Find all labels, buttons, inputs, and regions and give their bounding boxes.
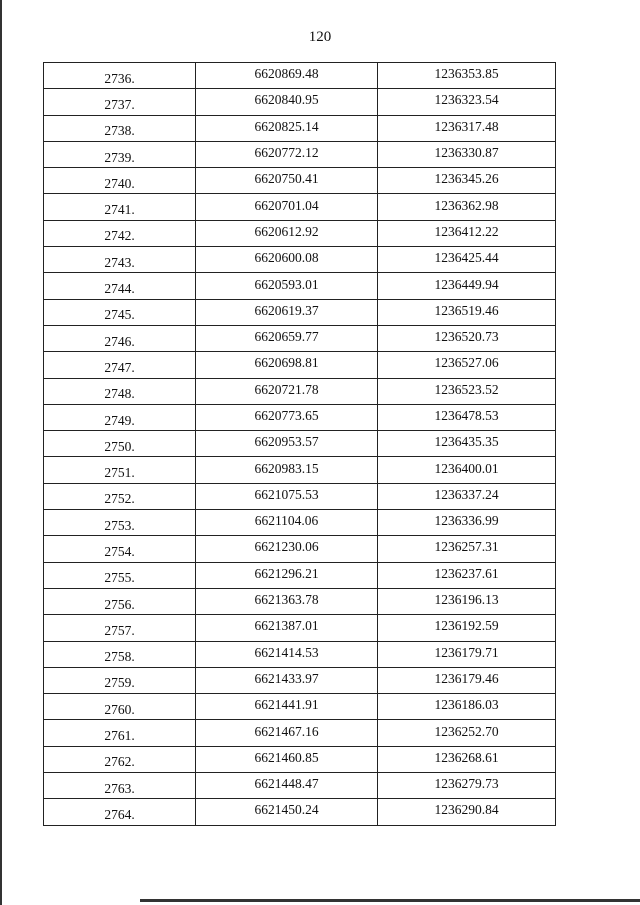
point-number-cell: 2743.	[44, 247, 196, 273]
table-row	[44, 141, 556, 167]
scan-edge-bottom	[140, 899, 640, 902]
y-coordinate-cell: 1236435.35	[378, 431, 556, 457]
table-row	[44, 773, 556, 799]
y-coordinate-cell: 1236268.61	[378, 746, 556, 772]
table-row	[44, 667, 556, 693]
point-number-cell: 2760.	[44, 694, 196, 720]
table-row	[44, 694, 556, 720]
x-coordinate-cell: 6621363.78	[196, 588, 378, 614]
table-row	[44, 615, 556, 641]
y-coordinate-cell: 1236400.01	[378, 457, 556, 483]
point-number-cell: 2764.	[44, 799, 196, 825]
y-coordinate-cell: 1236478.53	[378, 404, 556, 430]
scan-edge-left	[0, 0, 2, 905]
x-coordinate-cell: 6620593.01	[196, 273, 378, 299]
x-coordinate-cell: 6621414.53	[196, 641, 378, 667]
point-number-cell: 2740.	[44, 168, 196, 194]
table-row	[44, 352, 556, 378]
x-coordinate-cell: 6620953.57	[196, 431, 378, 457]
table-row	[44, 510, 556, 536]
point-number-cell: 2738.	[44, 115, 196, 141]
point-number-cell: 2751.	[44, 457, 196, 483]
y-coordinate-cell: 1236186.03	[378, 694, 556, 720]
coordinates-table	[43, 62, 556, 826]
table-row	[44, 247, 556, 273]
table-row	[44, 720, 556, 746]
point-number-cell: 2742.	[44, 220, 196, 246]
page-number: 120	[308, 29, 332, 45]
point-number-cell: 2752.	[44, 483, 196, 509]
y-coordinate-cell: 1236330.87	[378, 141, 556, 167]
y-coordinate-cell: 1236425.44	[378, 247, 556, 273]
table-row	[44, 404, 556, 430]
y-coordinate-cell: 1236412.22	[378, 220, 556, 246]
x-coordinate-cell: 6620701.04	[196, 194, 378, 220]
table-row	[44, 89, 556, 115]
x-coordinate-cell: 6620825.14	[196, 115, 378, 141]
point-number-cell: 2748.	[44, 378, 196, 404]
x-coordinate-cell: 6620659.77	[196, 325, 378, 351]
x-coordinate-cell: 6621467.16	[196, 720, 378, 746]
y-coordinate-cell: 1236290.84	[378, 799, 556, 825]
point-number-cell: 2739.	[44, 141, 196, 167]
x-coordinate-cell: 6621448.47	[196, 773, 378, 799]
table-row	[44, 799, 556, 825]
x-coordinate-cell: 6620869.48	[196, 63, 378, 89]
y-coordinate-cell: 1236523.52	[378, 378, 556, 404]
point-number-cell: 2744.	[44, 273, 196, 299]
x-coordinate-cell: 6621387.01	[196, 615, 378, 641]
point-number-cell: 2762.	[44, 746, 196, 772]
table-row	[44, 457, 556, 483]
x-coordinate-cell: 6620600.08	[196, 247, 378, 273]
y-coordinate-cell: 1236317.48	[378, 115, 556, 141]
y-coordinate-cell: 1236337.24	[378, 483, 556, 509]
y-coordinate-cell: 1236257.31	[378, 536, 556, 562]
y-coordinate-cell: 1236520.73	[378, 325, 556, 351]
x-coordinate-cell: 6621450.24	[196, 799, 378, 825]
x-coordinate-cell: 6621230.06	[196, 536, 378, 562]
x-coordinate-cell: 6621433.97	[196, 667, 378, 693]
point-number-cell: 2757.	[44, 615, 196, 641]
point-number-cell: 2736.	[44, 63, 196, 89]
y-coordinate-cell: 1236323.54	[378, 89, 556, 115]
point-number-cell: 2741.	[44, 194, 196, 220]
x-coordinate-cell: 6620773.65	[196, 404, 378, 430]
table-row	[44, 299, 556, 325]
x-coordinate-cell: 6620840.95	[196, 89, 378, 115]
y-coordinate-cell: 1236527.06	[378, 352, 556, 378]
y-coordinate-cell: 1236345.26	[378, 168, 556, 194]
y-coordinate-cell: 1236192.59	[378, 615, 556, 641]
point-number-cell: 2747.	[44, 352, 196, 378]
y-coordinate-cell: 1236362.98	[378, 194, 556, 220]
table-row	[44, 168, 556, 194]
point-number-cell: 2750.	[44, 431, 196, 457]
point-number-cell: 2761.	[44, 720, 196, 746]
y-coordinate-cell: 1236252.70	[378, 720, 556, 746]
table-row	[44, 378, 556, 404]
table-row	[44, 115, 556, 141]
x-coordinate-cell: 6620772.12	[196, 141, 378, 167]
point-number-cell: 2756.	[44, 588, 196, 614]
y-coordinate-cell: 1236353.85	[378, 63, 556, 89]
point-number-cell: 2754.	[44, 536, 196, 562]
x-coordinate-cell: 6621104.06	[196, 510, 378, 536]
table-row	[44, 63, 556, 89]
y-coordinate-cell: 1236336.99	[378, 510, 556, 536]
point-number-cell: 2749.	[44, 404, 196, 430]
y-coordinate-cell: 1236196.13	[378, 588, 556, 614]
y-coordinate-cell: 1236519.46	[378, 299, 556, 325]
y-coordinate-cell: 1236237.61	[378, 562, 556, 588]
x-coordinate-cell: 6621296.21	[196, 562, 378, 588]
point-number-cell: 2746.	[44, 325, 196, 351]
table-row	[44, 483, 556, 509]
y-coordinate-cell: 1236279.73	[378, 773, 556, 799]
y-coordinate-cell: 1236449.94	[378, 273, 556, 299]
point-number-cell: 2755.	[44, 562, 196, 588]
table-row	[44, 220, 556, 246]
x-coordinate-cell: 6620721.78	[196, 378, 378, 404]
table-row	[44, 325, 556, 351]
x-coordinate-cell: 6620612.92	[196, 220, 378, 246]
table-row	[44, 273, 556, 299]
point-number-cell: 2737.	[44, 89, 196, 115]
point-number-cell: 2758.	[44, 641, 196, 667]
point-number-cell: 2759.	[44, 667, 196, 693]
y-coordinate-cell: 1236179.46	[378, 667, 556, 693]
y-coordinate-cell: 1236179.71	[378, 641, 556, 667]
point-number-cell: 2763.	[44, 773, 196, 799]
point-number-cell: 2753.	[44, 510, 196, 536]
table-row	[44, 588, 556, 614]
table-row	[44, 536, 556, 562]
table-row	[44, 641, 556, 667]
x-coordinate-cell: 6620983.15	[196, 457, 378, 483]
x-coordinate-cell: 6621075.53	[196, 483, 378, 509]
table-row	[44, 562, 556, 588]
x-coordinate-cell: 6620619.37	[196, 299, 378, 325]
table-row	[44, 194, 556, 220]
table-row	[44, 746, 556, 772]
coordinates-table-body	[44, 63, 556, 826]
x-coordinate-cell: 6621460.85	[196, 746, 378, 772]
x-coordinate-cell: 6620698.81	[196, 352, 378, 378]
x-coordinate-cell: 6620750.41	[196, 168, 378, 194]
point-number-cell: 2745.	[44, 299, 196, 325]
x-coordinate-cell: 6621441.91	[196, 694, 378, 720]
table-row	[44, 431, 556, 457]
